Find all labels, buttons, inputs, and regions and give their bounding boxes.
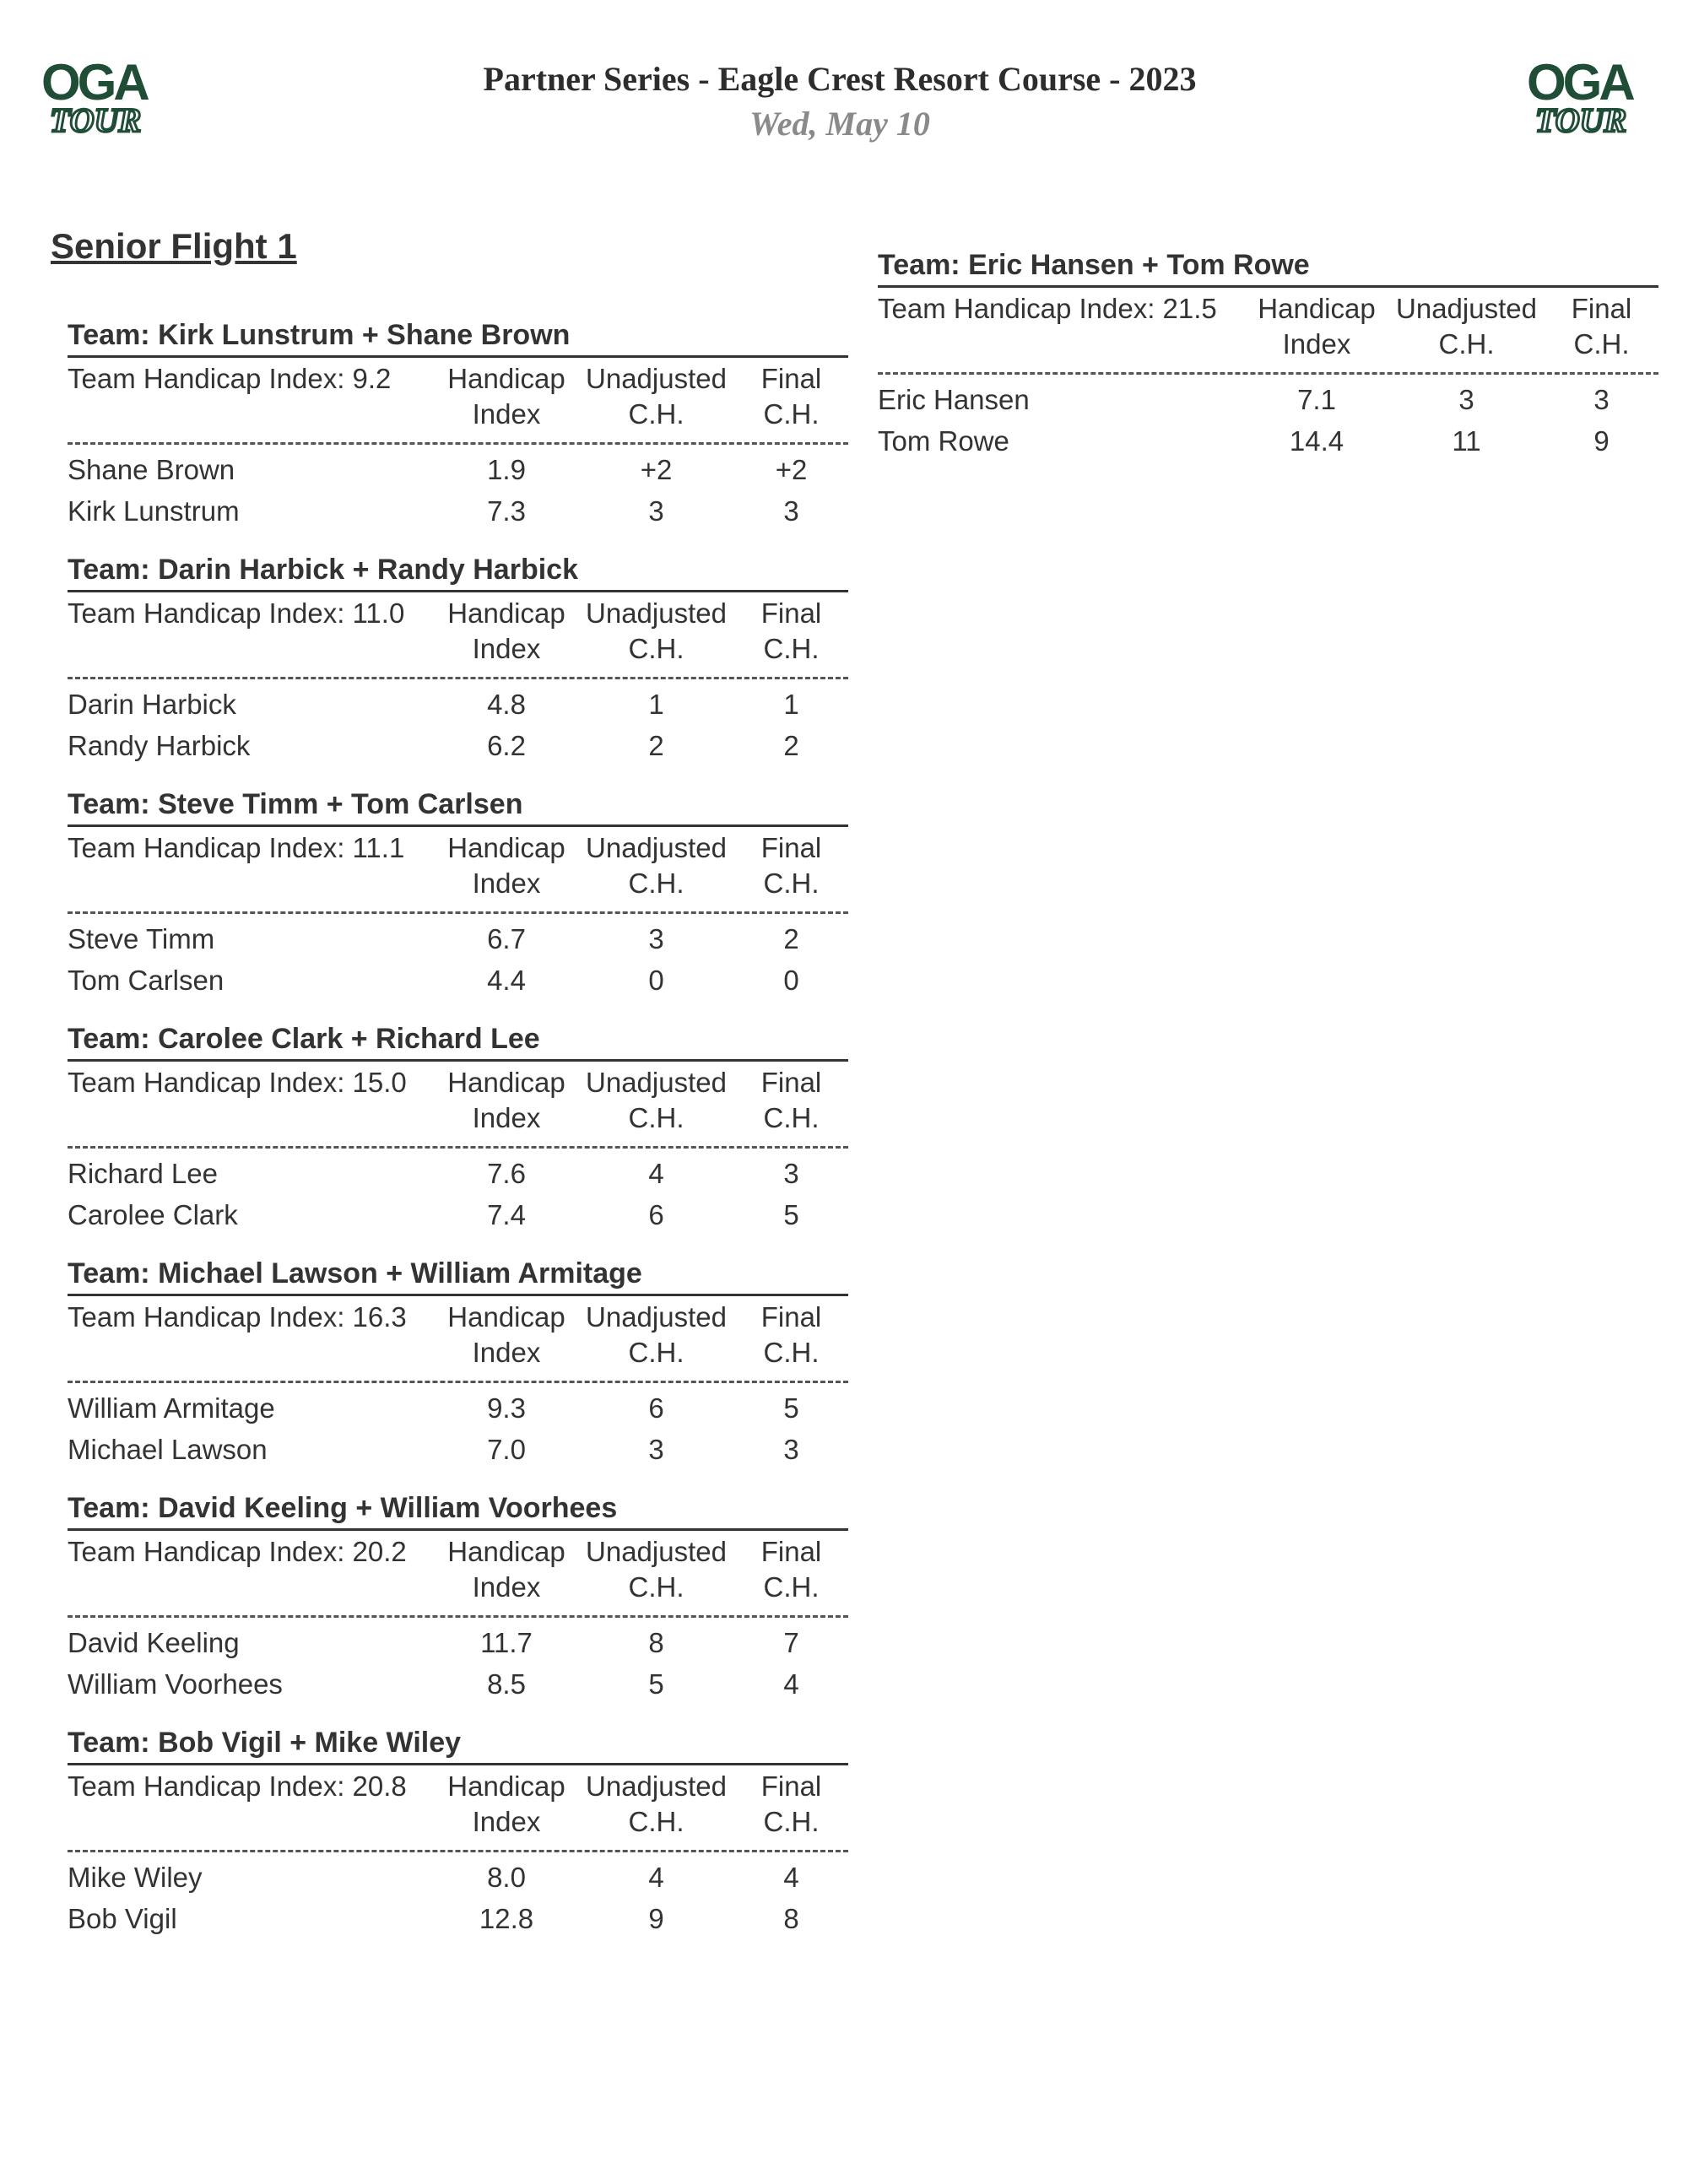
player-name: Randy Harbick [68, 730, 251, 761]
team-block [68, 1727, 848, 1935]
col-handicap-index: Handicap Index [447, 1770, 565, 1837]
player-row [68, 445, 848, 486]
col-final-ch: Final C.H. [760, 1301, 822, 1368]
player-name: David Keeling [68, 1627, 240, 1658]
team-name: Team: Bob Vigil + Mike Wiley [68, 1727, 848, 1765]
team-handicap-index: Team Handicap Index: 20.8 [68, 1770, 407, 1802]
player-row [68, 955, 848, 997]
team-name: Team: Michael Lawson + William Armitage [68, 1257, 848, 1296]
team-handicap-index: Team Handicap Index: 21.5 [878, 293, 1217, 324]
player-final-ch: 8 [783, 1903, 799, 1934]
player-final-ch: 7 [783, 1627, 799, 1658]
player-final-ch: 4 [783, 1668, 799, 1700]
col-final-ch: Final C.H. [760, 363, 822, 430]
team-block [68, 1257, 848, 1466]
player-row [878, 416, 1658, 457]
col-final-ch: Final C.H. [760, 597, 822, 664]
col-final-ch: Final C.H. [760, 1067, 822, 1133]
player-final-ch: 2 [783, 923, 799, 954]
player-final-ch: 2 [783, 730, 799, 761]
player-row [68, 1149, 848, 1190]
player-handicap-index: 8.0 [487, 1862, 526, 1893]
player-handicap-index: 6.7 [487, 923, 526, 954]
team-header-row [68, 1296, 848, 1383]
player-handicap-index: 12.8 [479, 1903, 534, 1934]
player-name: Tom Carlsen [68, 965, 225, 996]
player-name: Bob Vigil [68, 1903, 177, 1934]
team-handicap-index: Team Handicap Index: 11.1 [68, 832, 405, 863]
player-handicap-index: 7.0 [487, 1434, 526, 1465]
svg-text:OGA: OGA [1527, 54, 1632, 111]
player-row [68, 679, 848, 721]
player-unadjusted-ch: 0 [648, 965, 664, 996]
player-unadjusted-ch: 9 [648, 1903, 664, 1934]
col-final-ch: Final C.H. [760, 1536, 822, 1603]
player-name: William Voorhees [68, 1668, 283, 1700]
col-unadjusted-ch: Unadjusted C.H. [1396, 293, 1537, 359]
col-handicap-index: Handicap Index [447, 363, 565, 430]
col-unadjusted-ch: Unadjusted C.H. [586, 1301, 727, 1368]
player-handicap-index: 4.4 [487, 965, 526, 996]
team-handicap-index: Team Handicap Index: 16.3 [68, 1301, 407, 1333]
player-unadjusted-ch: 4 [648, 1158, 664, 1189]
col-unadjusted-ch: Unadjusted C.H. [586, 363, 727, 430]
page-title: Partner Series - Eagle Crest Resort Course - 2023 [483, 60, 1197, 98]
page-header [0, 56, 1680, 145]
col-unadjusted-ch: Unadjusted C.H. [586, 1067, 727, 1133]
player-unadjusted-ch: 5 [648, 1668, 664, 1700]
player-name: Darin Harbick [68, 689, 236, 720]
col-unadjusted-ch: Unadjusted C.H. [586, 1770, 727, 1837]
player-handicap-index: 9.3 [487, 1392, 526, 1424]
svg-text:TOUR: TOUR [1535, 101, 1627, 137]
col-handicap-index: Handicap Index [447, 597, 565, 664]
player-unadjusted-ch: +2 [640, 454, 673, 485]
flight-title: Senior Flight 1 [51, 226, 297, 266]
player-row [68, 1894, 848, 1935]
player-final-ch: 5 [783, 1199, 799, 1230]
player-name: Michael Lawson [68, 1434, 268, 1465]
player-unadjusted-ch: 4 [648, 1862, 664, 1893]
player-handicap-index: 11.7 [480, 1627, 533, 1658]
player-unadjusted-ch: 3 [648, 495, 664, 527]
player-row [68, 1659, 848, 1700]
col-unadjusted-ch: Unadjusted C.H. [586, 832, 727, 899]
player-name: William Armitage [68, 1392, 275, 1424]
col-handicap-index: Handicap Index [447, 1301, 565, 1368]
player-final-ch: 3 [1593, 384, 1610, 415]
player-handicap-index: 1.9 [487, 454, 526, 485]
team-name: Team: Kirk Lunstrum + Shane Brown [68, 319, 848, 358]
player-row [68, 1383, 848, 1424]
team-header-row [878, 288, 1658, 375]
team-header-row [68, 827, 848, 914]
team-name: Team: Steve Timm + Tom Carlsen [68, 788, 848, 827]
player-final-ch: 0 [783, 965, 799, 996]
col-handicap-index: Handicap Index [447, 1536, 565, 1603]
player-handicap-index: 7.1 [1297, 384, 1336, 415]
team-name: Team: Eric Hansen + Tom Rowe [878, 249, 1658, 288]
player-unadjusted-ch: 3 [648, 1434, 664, 1465]
player-final-ch: 3 [783, 1434, 799, 1465]
player-final-ch: +2 [775, 454, 808, 485]
team-header-row [68, 1531, 848, 1618]
player-final-ch: 1 [783, 689, 799, 720]
team-name: Team: Darin Harbick + Randy Harbick [68, 554, 848, 592]
player-handicap-index: 7.4 [487, 1199, 526, 1230]
player-handicap-index: 4.8 [487, 689, 526, 720]
col-unadjusted-ch: Unadjusted C.H. [586, 597, 727, 664]
player-row [68, 1424, 848, 1466]
event-date: Wed, May 10 [749, 105, 930, 143]
svg-text:TOUR: TOUR [50, 101, 142, 137]
team-handicap-index: Team Handicap Index: 9.2 [68, 363, 392, 394]
player-unadjusted-ch: 11 [1452, 425, 1481, 457]
team-block [68, 554, 848, 762]
player-unadjusted-ch: 1 [648, 689, 664, 720]
player-unadjusted-ch: 2 [648, 730, 664, 761]
player-final-ch: 3 [783, 1158, 799, 1189]
player-unadjusted-ch: 6 [648, 1199, 664, 1230]
player-row [68, 1852, 848, 1894]
col-unadjusted-ch: Unadjusted C.H. [586, 1536, 727, 1603]
player-row [68, 721, 848, 762]
player-unadjusted-ch: 6 [648, 1392, 664, 1424]
player-name: Richard Lee [68, 1158, 218, 1189]
team-block [878, 249, 1658, 457]
team-block [68, 788, 848, 997]
player-unadjusted-ch: 3 [648, 923, 664, 954]
team-header-row [68, 1765, 848, 1852]
player-name: Eric Hansen [878, 384, 1030, 415]
team-block [68, 1023, 848, 1231]
col-handicap-index: Handicap Index [1258, 293, 1376, 359]
player-name: Mike Wiley [68, 1862, 203, 1893]
player-name: Steve Timm [68, 923, 215, 954]
svg-text:OGA: OGA [41, 54, 147, 111]
team-header-row [68, 1062, 848, 1149]
team-name: Team: David Keeling + William Voorhees [68, 1492, 848, 1531]
player-name: Shane Brown [68, 454, 235, 485]
team-handicap-index: Team Handicap Index: 20.2 [68, 1536, 407, 1567]
player-row [68, 1190, 848, 1231]
col-handicap-index: Handicap Index [447, 1067, 565, 1133]
player-final-ch: 4 [783, 1862, 799, 1893]
col-final-ch: Final C.H. [760, 1770, 822, 1837]
player-row [68, 914, 848, 955]
player-unadjusted-ch: 3 [1458, 384, 1474, 415]
player-row [68, 486, 848, 527]
player-handicap-index: 7.6 [487, 1158, 526, 1189]
player-unadjusted-ch: 8 [648, 1627, 664, 1658]
player-handicap-index: 14.4 [1289, 425, 1344, 457]
player-final-ch: 5 [783, 1392, 799, 1424]
player-name: Carolee Clark [68, 1199, 238, 1230]
player-final-ch: 9 [1593, 425, 1610, 457]
player-name: Tom Rowe [878, 425, 1009, 457]
col-final-ch: Final C.H. [760, 832, 822, 899]
player-name: Kirk Lunstrum [68, 495, 240, 527]
team-handicap-index: Team Handicap Index: 15.0 [68, 1067, 407, 1098]
col-final-ch: Final C.H. [1571, 293, 1632, 359]
player-handicap-index: 8.5 [487, 1668, 526, 1700]
col-handicap-index: Handicap Index [447, 832, 565, 899]
team-block [68, 319, 848, 527]
player-row [68, 1618, 848, 1659]
player-final-ch: 3 [783, 495, 799, 527]
player-row [878, 375, 1658, 416]
player-handicap-index: 6.2 [487, 730, 526, 761]
team-name: Team: Carolee Clark + Richard Lee [68, 1023, 848, 1062]
player-handicap-index: 7.3 [487, 495, 526, 527]
team-header-row [68, 592, 848, 679]
team-block [68, 1492, 848, 1700]
team-handicap-index: Team Handicap Index: 11.0 [68, 597, 405, 629]
team-header-row [68, 358, 848, 445]
